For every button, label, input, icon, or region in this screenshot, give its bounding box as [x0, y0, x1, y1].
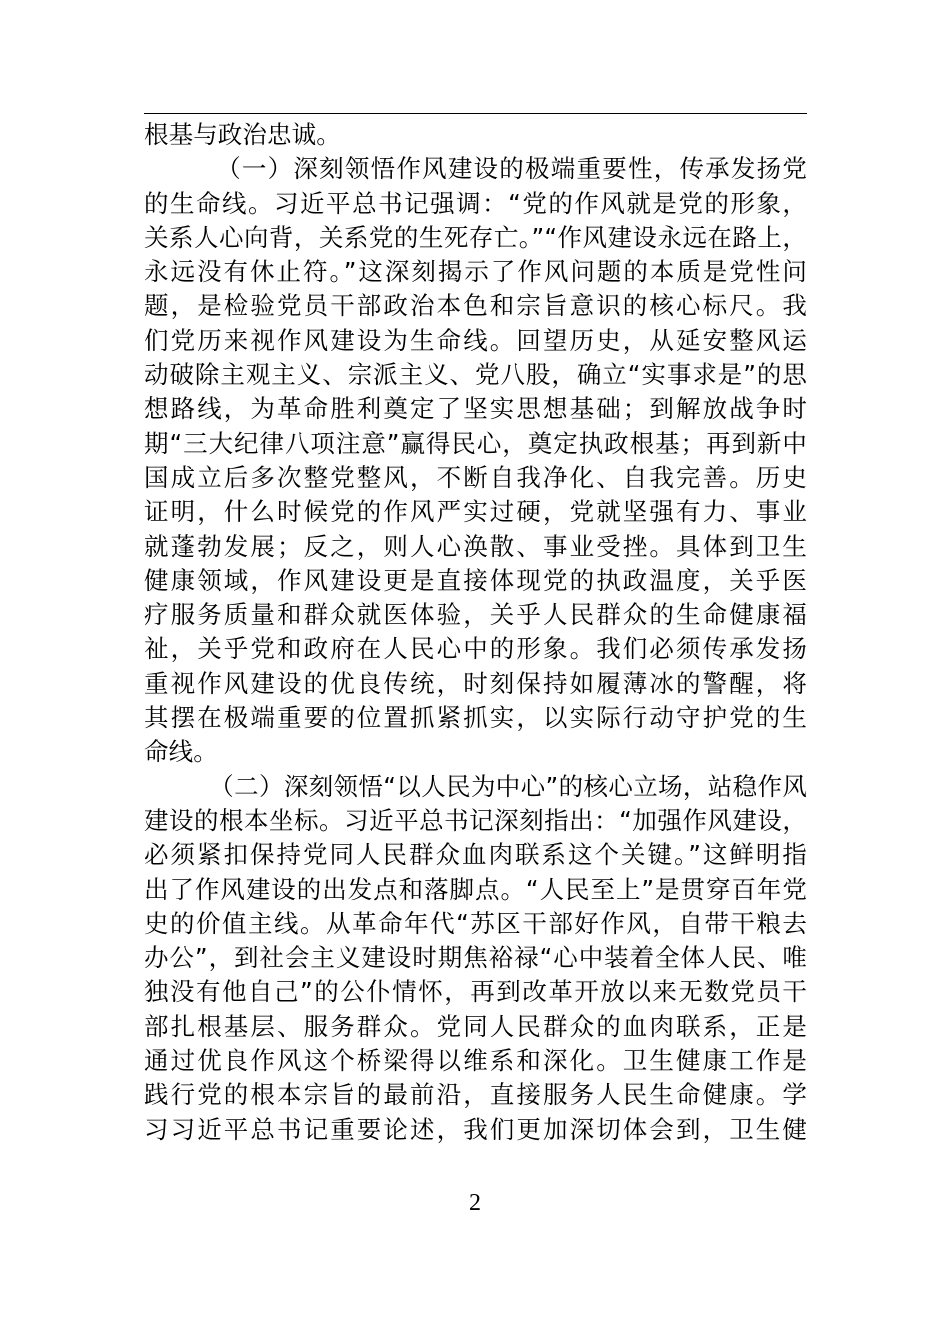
text-line: （一）深刻领悟作风建设的极端重要性，传承发扬党: [144, 154, 807, 184]
text-line: 永远没有休止符。”这深刻揭示了作风问题的本质是党性问: [144, 257, 807, 287]
text-line: 必须紧扣保持党同人民群众血肉联系这个关键。”这鲜明指: [144, 840, 807, 870]
text-line: 们党历来视作风建设为生命线。回望历史，从延安整风运: [144, 325, 807, 355]
text-line: 疗服务质量和群众就医体验，关乎人民群众的生命健康福: [144, 600, 807, 630]
text-line: 的生命线。习近平总书记强调：“党的作风就是党的形象，: [144, 188, 807, 218]
text-line: 习习近平总书记重要论述，我们更加深切体会到，卫生健: [144, 1114, 807, 1144]
text-line: 史的价值主线。从革命年代“苏区干部好作风，自带干粮去: [144, 908, 807, 938]
text-line: 题，是检验党员干部政治本色和宗旨意识的核心标尺。我: [144, 291, 807, 321]
text-line: 就蓬勃发展；反之，则人心涣散、事业受挫。具体到卫生: [144, 531, 807, 561]
text-line: 证明，什么时候党的作风严实过硬，党就坚强有力、事业: [144, 497, 807, 527]
text-line: （二）深刻领悟“以人民为中心”的核心立场，站稳作风: [144, 771, 807, 801]
text-line: 践行党的根本宗旨的最前沿，直接服务人民生命健康。学: [144, 1080, 807, 1110]
text-line: 部扎根基层、服务群众。党同人民群众的血肉联系，正是: [144, 1011, 807, 1041]
document-body: [144, 118, 807, 1147]
text-line: 想路线，为革命胜利奠定了坚实思想基础；到解放战争时: [144, 394, 807, 424]
page-number: 2: [469, 1190, 481, 1216]
text-line: 独没有他自己”的公仆情怀，再到改革开放以来无数党员干: [144, 977, 807, 1007]
text-line: 重视作风建设的优良传统，时刻保持如履薄冰的警醒，将: [144, 668, 807, 698]
text-line: 出了作风建设的出发点和落脚点。“人民至上”是贯穿百年党: [144, 874, 807, 904]
text-line: 办公”，到社会主义建设时期焦裕禄“心中装着全体人民、唯: [144, 943, 807, 973]
text-line: 命线。: [144, 737, 218, 767]
text-line: 国成立后多次整党整风，不断自我净化、自我完善。历史: [144, 462, 807, 492]
text-line: 建设的根本坐标。习近平总书记深刻指出：“加强作风建设，: [144, 805, 807, 835]
text-line: 健康领域，作风建设更是直接体现党的执政温度，关乎医: [144, 565, 807, 595]
text-line: 根基与政治忠诚。: [144, 120, 341, 149]
text-line: 动破除主观主义、宗派主义、党八股，确立“实事求是”的思: [144, 360, 807, 390]
text-line: 祉，关乎党和政府在人民心中的形象。我们必须传承发扬: [144, 634, 807, 664]
text-line: 期“三大纪律八项注意”赢得民心，奠定执政根基；再到新中: [144, 428, 807, 458]
header-rule: [144, 113, 807, 114]
text-line: 通过优良作风这个桥梁得以维系和深化。卫生健康工作是: [144, 1046, 807, 1076]
text-line: 关系人心向背，关系党的生死存亡。”“作风建设永远在路上，: [144, 222, 807, 252]
text-line: 其摆在极端重要的位置抓紧抓实，以实际行动守护党的生: [144, 703, 807, 733]
